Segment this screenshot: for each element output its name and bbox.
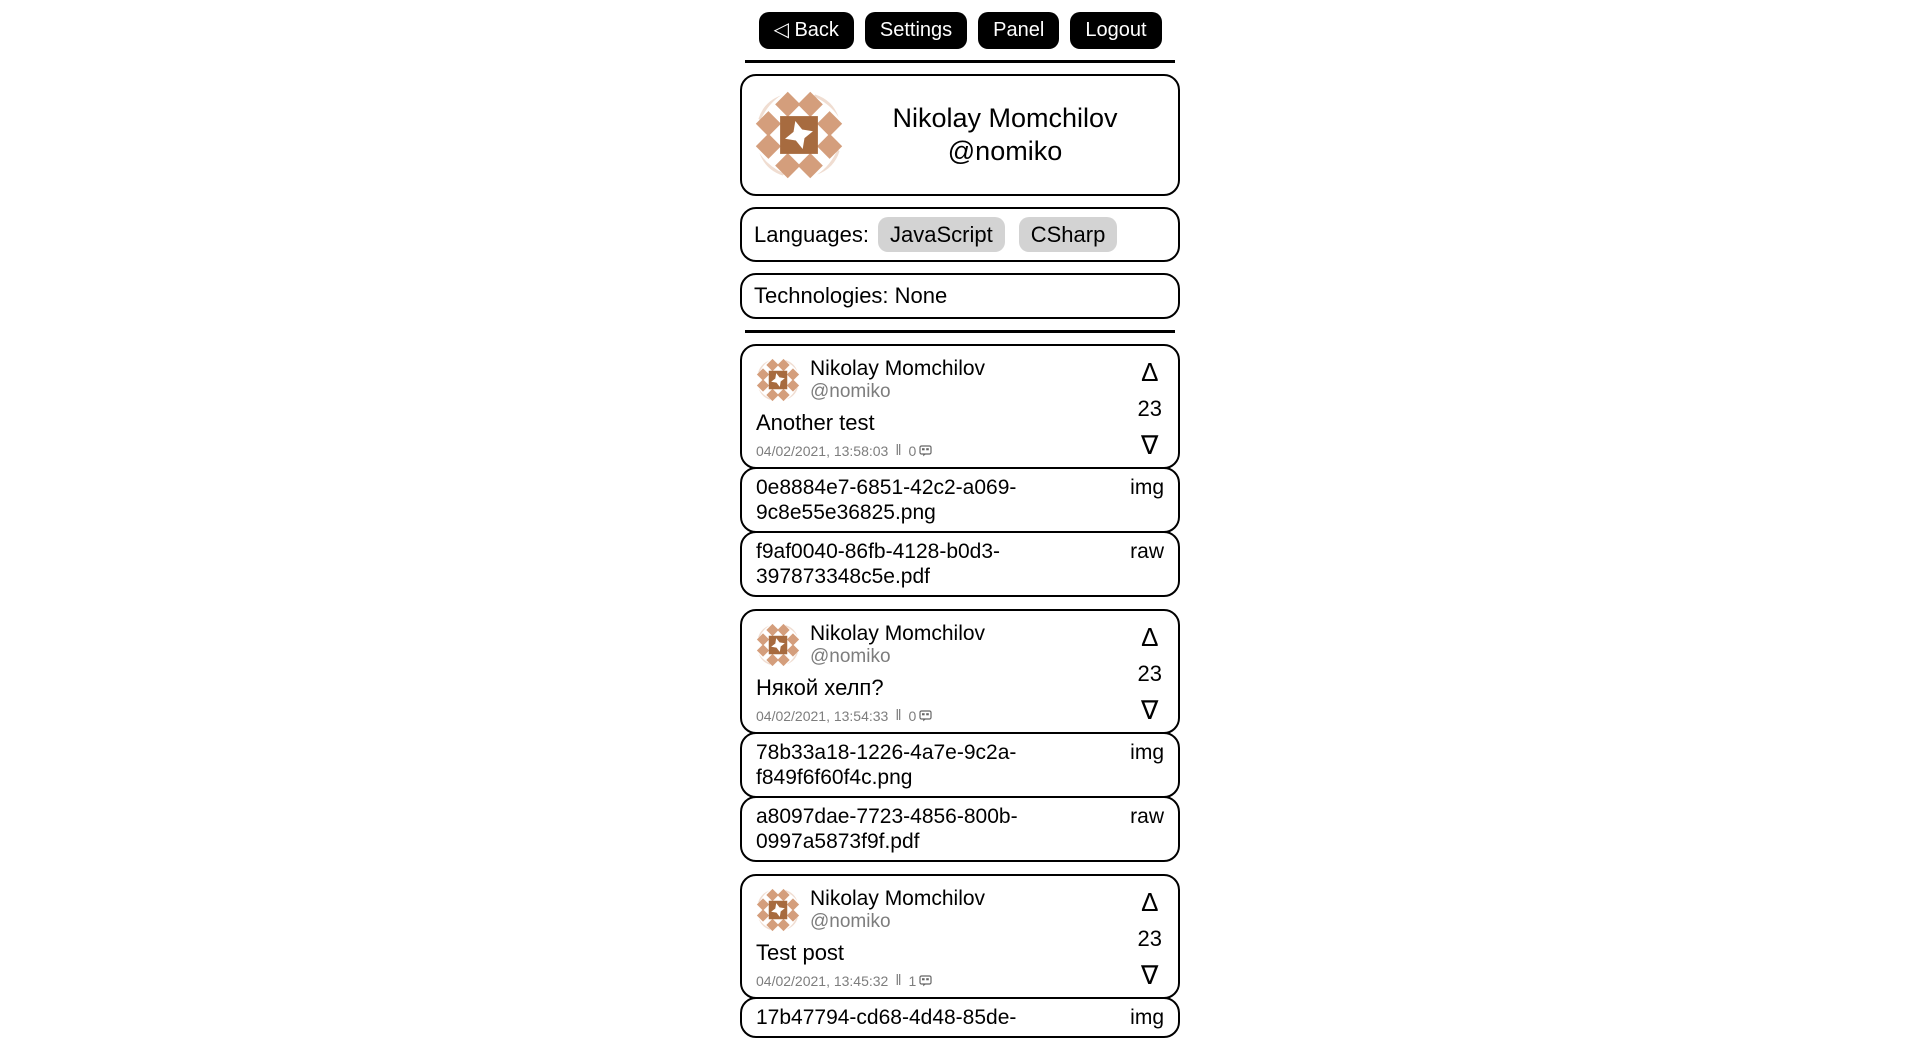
back-button[interactable]: ◁ Back bbox=[759, 12, 854, 49]
post-title: Another test bbox=[756, 410, 875, 435]
attachment-item[interactable] bbox=[740, 732, 1180, 798]
comment-count: 1 bbox=[908, 973, 917, 989]
top-nav bbox=[740, 12, 1180, 49]
panel-button[interactable]: Panel bbox=[978, 12, 1059, 49]
downvote-button[interactable]: ∇ bbox=[1141, 695, 1159, 725]
logout-button[interactable]: Logout bbox=[1070, 12, 1161, 49]
meta-separator: ‖ bbox=[895, 972, 902, 989]
language-badge: JavaScript bbox=[878, 217, 1005, 252]
technologies-label: Technologies: None bbox=[754, 283, 948, 308]
post-avatar-icon bbox=[756, 888, 800, 932]
comment-bubble-icon bbox=[919, 445, 932, 457]
vote-count: 23 bbox=[1137, 395, 1162, 421]
attachment-type: img bbox=[1130, 476, 1164, 499]
post-author-name: Nikolay Momchilov bbox=[810, 887, 986, 910]
languages-card bbox=[740, 207, 1180, 262]
comment-bubble-icon bbox=[919, 710, 932, 722]
profile-card bbox=[740, 74, 1180, 196]
attachment-item[interactable] bbox=[740, 467, 1180, 533]
attachment-item[interactable] bbox=[740, 997, 1180, 1038]
profile-names bbox=[844, 102, 1166, 168]
attachment-filename: 78b33a18-1226-4a7e-9c2a-f849f6f60f4c.png bbox=[756, 741, 1017, 789]
post-card[interactable] bbox=[740, 344, 1180, 469]
attachment-type: img bbox=[1130, 741, 1164, 764]
divider bbox=[745, 330, 1175, 333]
post-card[interactable] bbox=[740, 609, 1180, 734]
post-author-handle: @nomiko bbox=[810, 381, 891, 402]
attachment-item[interactable] bbox=[740, 796, 1180, 862]
post-meta bbox=[756, 973, 1130, 989]
comment-count-group bbox=[909, 443, 933, 459]
post-author-handle: @nomiko bbox=[810, 911, 891, 932]
vote-column bbox=[1130, 886, 1166, 989]
technologies-card bbox=[740, 273, 1180, 319]
post-timestamp: 04/02/2021, 13:54:33 bbox=[756, 708, 889, 724]
post-author-row bbox=[756, 621, 1130, 668]
post-author-name: Nikolay Momchilov bbox=[810, 622, 986, 645]
post-author-row bbox=[756, 356, 1130, 403]
meta-separator: ‖ bbox=[895, 442, 902, 459]
attachment-type: raw bbox=[1130, 540, 1164, 563]
profile-handle: @nomiko bbox=[947, 136, 1063, 166]
attachment-filename: a8097dae-7723-4856-800b-0997a5873f9f.pdf bbox=[756, 805, 1018, 853]
post-content bbox=[756, 356, 1130, 459]
post-meta bbox=[756, 443, 1130, 459]
upvote-button[interactable]: Δ bbox=[1141, 887, 1159, 917]
post-avatar-icon bbox=[756, 623, 800, 667]
posts-list bbox=[740, 344, 1180, 1038]
profile-name: Nikolay Momchilov bbox=[892, 103, 1118, 133]
attachment-filename: f9af0040-86fb-4128-b0d3-397873348c5e.pdf bbox=[756, 540, 1001, 588]
comment-count: 0 bbox=[908, 708, 917, 724]
comment-count: 0 bbox=[908, 443, 917, 459]
vote-column bbox=[1130, 621, 1166, 724]
meta-separator: ‖ bbox=[895, 707, 902, 724]
post-content bbox=[756, 886, 1130, 989]
post-author-handle: @nomiko bbox=[810, 646, 891, 667]
attachment-filename: 17b47794-cd68-4d48-85de- bbox=[756, 1006, 1017, 1029]
post-item bbox=[740, 609, 1180, 862]
divider bbox=[745, 60, 1175, 63]
post-timestamp: 04/02/2021, 13:58:03 bbox=[756, 443, 889, 459]
comment-count-group bbox=[909, 708, 933, 724]
upvote-button[interactable]: Δ bbox=[1141, 622, 1159, 652]
vote-column bbox=[1130, 356, 1166, 459]
languages-label: Languages: bbox=[754, 221, 869, 247]
language-badge: CSharp bbox=[1019, 217, 1118, 252]
post-avatar-icon bbox=[756, 358, 800, 402]
vote-count: 23 bbox=[1137, 660, 1162, 686]
post-timestamp: 04/02/2021, 13:45:32 bbox=[756, 973, 889, 989]
post-content bbox=[756, 621, 1130, 724]
content-column bbox=[740, 0, 1180, 1038]
post-title: Test post bbox=[756, 940, 845, 965]
attachment-type: raw bbox=[1130, 805, 1164, 828]
settings-button[interactable]: Settings bbox=[865, 12, 967, 49]
attachment-type: img bbox=[1130, 1006, 1164, 1029]
profile-avatar-icon bbox=[754, 90, 844, 180]
post-author-row bbox=[756, 886, 1130, 933]
comment-bubble-icon bbox=[919, 975, 932, 987]
upvote-button[interactable]: Δ bbox=[1141, 357, 1159, 387]
post-item bbox=[740, 344, 1180, 597]
vote-count: 23 bbox=[1137, 925, 1162, 951]
post-card[interactable] bbox=[740, 874, 1180, 999]
post-author-name: Nikolay Momchilov bbox=[810, 357, 986, 380]
post-item bbox=[740, 874, 1180, 1038]
comment-count-group bbox=[909, 973, 933, 989]
downvote-button[interactable]: ∇ bbox=[1141, 960, 1159, 990]
post-title: Някой хелп? bbox=[756, 675, 884, 700]
attachment-filename: 0e8884e7-6851-42c2-a069-9c8e55e36825.png bbox=[756, 476, 1017, 524]
downvote-button[interactable]: ∇ bbox=[1141, 430, 1159, 460]
attachment-item[interactable] bbox=[740, 531, 1180, 597]
post-meta bbox=[756, 708, 1130, 724]
